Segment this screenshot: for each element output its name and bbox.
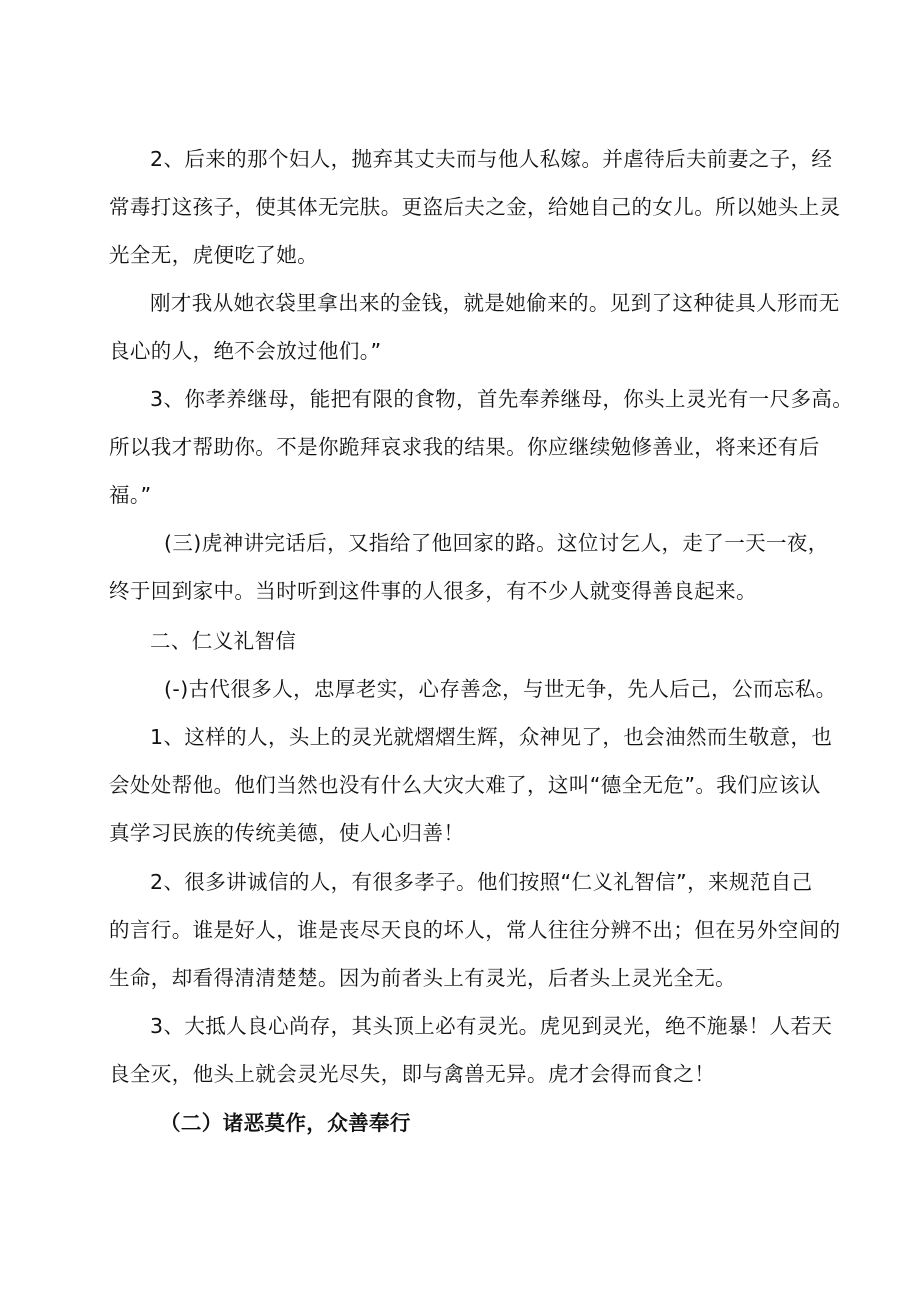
text-line: 3、你孝养继母，能把有限的食物，首先奉养继母，你头上灵光有一尺多高。 [150, 387, 854, 411]
heading-line: 二、仁义礼智信 [150, 629, 297, 653]
text-line: 3、大抵人良心尚存，其头顶上必有灵光。虎见到灵光，绝不施暴！人若天 [150, 1014, 833, 1038]
text-line: 良心的人，绝不会放过他们。” [109, 339, 382, 363]
text-line: 1、这样的人，头上的灵光就熠熠生辉，众神见了，也会油然而生敬意，也 [150, 725, 833, 749]
heading-line: （二）诸恶莫作，众善奉行 [160, 1111, 411, 1135]
text-line: 会处处帮他。他们当然也没有什么大灾大难了，这叫“德全无危”。我们应该认 [109, 773, 821, 797]
text-line: 光全无，虎便吃了她。 [109, 243, 318, 267]
text-line: 福。” [109, 483, 152, 507]
text-line: 的言行。谁是好人，谁是丧尽天良的坏人，常人往往分辨不出；但在另外空间的 [109, 918, 841, 942]
text-line: 2、很多讲诚信的人，有很多孝子。他们按照“仁义礼智信”，来规范自己 [150, 870, 813, 894]
text-line: 常毒打这孩子，使其体无完肤。更盗后夫之金，给她自己的女儿。所以她头上灵 [109, 195, 841, 219]
text-line: 2、后来的那个妇人，抛弃其丈夫而与他人私嫁。并虐待后夫前妻之子，经 [150, 147, 833, 171]
text-line: (三)虎神讲完话后，又指给了他回家的路。这位讨乞人，走了一天一夜， [164, 531, 829, 555]
text-line: (-)古代很多人，忠厚老实，心存善念，与世无争，先人后己，公而忘私。 [164, 677, 837, 701]
text-line: 良全灭，他头上就会灵光尽失，即与禽兽无异。虎才会得而食之！ [109, 1062, 716, 1086]
text-line: 真学习民族的传统美德，使人心归善！ [109, 821, 465, 845]
text-line: 刚才我从她衣袋里拿出来的金钱，就是她偷来的。见到了这种徒具人形而无 [150, 291, 840, 315]
text-line: 生命，却看得清清楚楚。因为前者头上有灵光，后者头上灵光全无。 [109, 966, 736, 990]
text-line: 终于回到家中。当时听到这件事的人很多，有不少人就变得善良起来。 [109, 579, 757, 603]
text-line: 所以我才帮助你。不是你跪拜哀求我的结果。你应继续勉修善业，将来还有后 [109, 435, 820, 459]
